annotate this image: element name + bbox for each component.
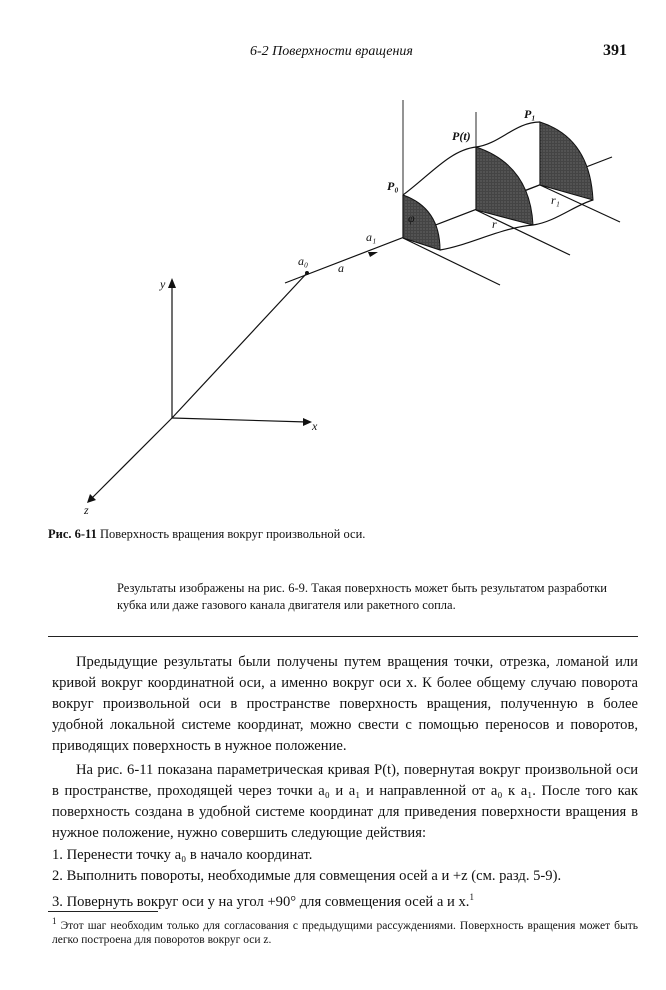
figure-caption: [48, 527, 365, 542]
axis-a0-to-origin: [172, 273, 307, 418]
z-axis: [90, 418, 172, 500]
footnote-text: Этот шаг необходим только для согласования с предыдущими рассуждениями. Поверхность вращения может быть легко построена для поворотов вокруг оси z.: [52, 919, 639, 947]
section-title: 6-2 Поверхности вращения: [250, 44, 413, 59]
footnote-rule: [48, 911, 158, 912]
point-a0: [305, 271, 309, 275]
label-a: a: [338, 261, 344, 275]
step-item: 3. Повернуть вокруг оси y на угол +90° для совмещения осей a и x.$^1$: [52, 892, 474, 910]
running-header: [0, 44, 666, 64]
steps-list: [52, 845, 642, 913]
footnote-ref: 1: [469, 892, 474, 902]
caption-text: Поверхность вращения вокруг произвольной оси.: [99, 527, 366, 541]
step-item: 2. Выполнить повороты, необходимые для совмещения осей a и +z (см. разд. 5-9).: [52, 868, 562, 884]
label-r: r: [492, 217, 497, 231]
footnote: [52, 914, 638, 948]
label-r1: r₁: [551, 193, 560, 207]
label-a0: a₀: [298, 254, 309, 268]
section-Pt: [476, 147, 533, 225]
label-a1: a₁: [366, 230, 377, 244]
footnote-mark: 1: [52, 916, 57, 926]
body-text: [52, 652, 638, 844]
base-P0: [403, 238, 500, 285]
axis-arrow: [368, 252, 378, 257]
step-item: 1. Перенести точку a₀ в начало координат.: [52, 847, 313, 863]
x-axis: [172, 418, 307, 422]
caption-label: Рис. 6-11: [48, 527, 97, 541]
figure-note: Результаты изображены на рис. 6-9. Такая поверхность может быть результатом разработки кубка или даже газового канала двигателя или ракетного сопла.: [117, 581, 607, 612]
page-number: 391: [603, 42, 627, 59]
label-phi: φ: [408, 211, 415, 225]
label-x: x: [312, 419, 318, 433]
divider: [48, 636, 638, 637]
paragraph: На рис. 6-11 показана параметрическая кривая P(t), повернутая вокруг произвольной оси в пространстве, проходящей через точки a₀ и a₁ и направленной от a₀ к a₁. После того как поверхность создана в удобной системе координат для приведения поверхности вращения в нужное положение, нужно совершить следующие действия:: [52, 762, 638, 841]
figure-6-11: [0, 80, 666, 520]
paragraph: Предыдущие результаты были получены путем вращения точки, отрезка, ломаной или кривой вокруг координатной оси, а именно вокруг оси x. К более общему случаю поворота вокруг произвольной оси в пространстве поверхность вращения, полученную в более удобной локальной системе координат, можно свести с помощью переносов и поворотов, приводящих поверхность в нужное положение.: [52, 654, 638, 754]
label-P0: P₀: [387, 179, 399, 193]
label-Pt: P(t): [452, 129, 471, 143]
label-z: z: [84, 503, 89, 517]
label-y: y: [160, 277, 166, 291]
label-P1: P₁: [524, 107, 536, 121]
